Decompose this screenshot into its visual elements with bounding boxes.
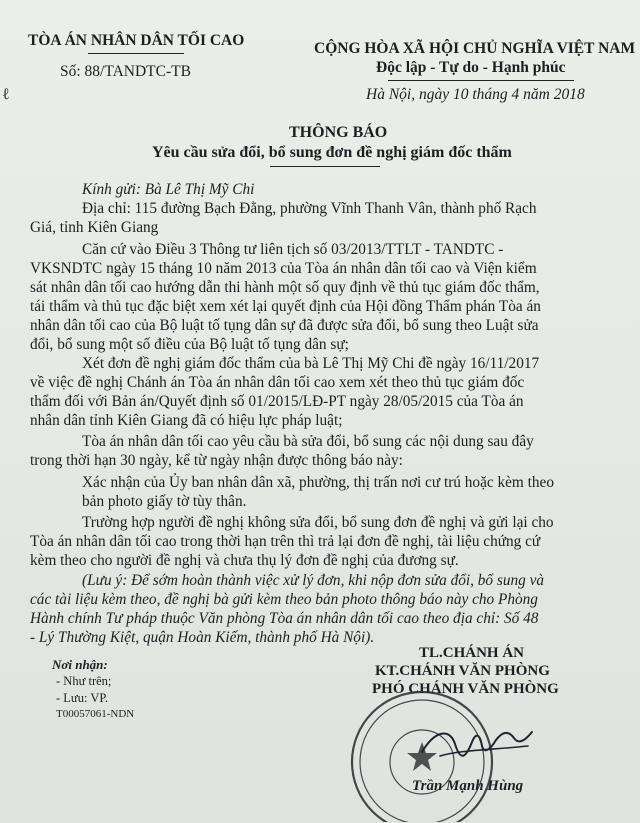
document-subtitle: Yêu cầu sửa đổi, bổ sung đơn đề nghị giám đốc thẩm	[152, 144, 512, 161]
place-date: Hà Nội, ngày 10 tháng 4 năm 2018	[366, 86, 585, 103]
paragraph-consequence	[30, 513, 608, 570]
header-left-rule	[88, 53, 184, 54]
text-line: - Lý Thường Kiệt, quận Hoàn Kiếm, thành phố Hà Nội).	[30, 629, 375, 646]
text-line: sát nhân dân tối cao hướng dẫn thi hành một số quy định về thủ tục giám đốc thẩm,	[30, 279, 540, 296]
paragraph-legal-basis	[30, 240, 608, 354]
address-line: Giá, tỉnh Kiên Giang	[30, 219, 159, 236]
text-line: thẩm đối với Bản án/Quyết định số 01/2015/LĐ-PT ngày 28/05/2015 của Tòa án	[30, 393, 524, 410]
recipient-greeting: Kính gửi: Bà Lê Thị Mỹ Chi	[82, 181, 255, 198]
text-line: Xét đơn đề nghị giám đốc thẩm của bà Lê Thị Mỹ Chi đề ngày 16/11/2017	[82, 355, 540, 372]
signer-name: Trần Mạnh Hùng	[412, 778, 524, 794]
signature-line-1: TL.CHÁNH ÁN	[419, 645, 525, 661]
text-line: về việc đề nghị Chánh án Tòa án nhân dân tối cao xem xét theo thủ tục giám đốc	[30, 374, 525, 391]
title-rule	[270, 166, 380, 167]
country-name: CỘNG HÒA XÃ HỘI CHỦ NGHĨA VIỆT NAM	[314, 40, 636, 57]
paragraph-note	[30, 571, 608, 647]
text-line: tái thẩm và thủ tục đặc biệt xem xét lại quyết định của Hội đồng Thẩm phán Tòa án	[30, 298, 541, 315]
text-line: bản photo giấy tờ tùy thân.	[82, 493, 247, 510]
motto: Độc lập - Tự do - Hạnh phúc	[376, 59, 566, 76]
text-line: Tòa án nhân dân tối cao trong thời hạn trên thì trả lại đơn đề nghị, tài liệu chứng cứ	[30, 533, 541, 550]
signature-line-3: PHÓ CHÁNH VĂN PHÒNG	[372, 681, 559, 697]
motto-rule	[388, 80, 574, 81]
recipients-label: Nơi nhận:	[52, 657, 108, 672]
handwritten-signature	[410, 720, 540, 770]
text-line: Hành chính Tư pháp thuộc Văn phòng Tòa án nhân dân tối cao theo địa chỉ: Số 48	[30, 610, 539, 627]
paragraph-petition-review	[30, 354, 608, 430]
recipient-address	[30, 199, 602, 237]
document-number: Số: 88/TANDTC-TB	[60, 63, 191, 80]
text-line: các tài liệu kèm theo, đề nghị bà gửi kèm theo bản photo thông báo này cho Phòng	[30, 591, 538, 608]
address-line: Địa chỉ: 115 đường Bạch Đằng, phường Vĩnh Thanh Vân, thành phố Rạch	[82, 200, 537, 217]
text-line: (Lưu ý: Để sớm hoàn thành việc xử lý đơn, khi nộp đơn sửa đổi, bổ sung và	[82, 572, 545, 589]
text-line: đổi, bổ sung một số điều của Bộ luật tố tụng dân sự;	[30, 336, 349, 353]
signature-line-2: KT.CHÁNH VĂN PHÒNG	[375, 663, 550, 679]
text-line: Căn cứ vào Điều 3 Thông tư liên tịch số 03/2013/TTLT - TANDTC -	[82, 241, 504, 258]
text-line: nhân dân tỉnh Kiên Giang đã có hiệu lực pháp luật;	[30, 412, 343, 429]
text-line: nhân dân tối cao của Bộ luật tố tụng dân sự đã được sửa đổi, bổ sung theo Luật sửa	[30, 317, 539, 334]
text-line: Tòa án nhân dân tối cao yêu cầu bà sửa đổi, bổ sung các nội dung sau đây	[82, 433, 534, 450]
text-line: trong thời hạn 30 ngày, kể từ ngày nhận được thông báo này:	[30, 452, 403, 469]
court-name: TÒA ÁN NHÂN DÂN TỐI CAO	[28, 32, 245, 49]
reference-code: T00057061-NDN	[56, 708, 135, 720]
paragraph-required-item	[82, 473, 608, 511]
paragraph-request	[30, 432, 608, 470]
margin-mark: ℓ	[2, 86, 10, 103]
text-line: Trường hợp người đề nghị không sửa đổi, bổ sung đơn đề nghị và gửi lại cho	[82, 514, 554, 531]
text-line: Xác nhận của Ủy ban nhân dân xã, phường, thị trấn nơi cư trú hoặc kèm theo	[82, 474, 554, 491]
recipients-item: - Như trên;	[56, 674, 112, 688]
text-line: VKSNDTC ngày 15 tháng 10 năm 2013 của Tòa án nhân dân tối cao và Viện kiểm	[30, 260, 537, 277]
text-line: kèm theo cho người đề nghị và chưa thụ lý đơn đề nghị của đương sự.	[30, 552, 459, 569]
document-title: THÔNG BÁO	[289, 124, 388, 141]
recipients-item: - Lưu: VP.	[56, 691, 109, 705]
